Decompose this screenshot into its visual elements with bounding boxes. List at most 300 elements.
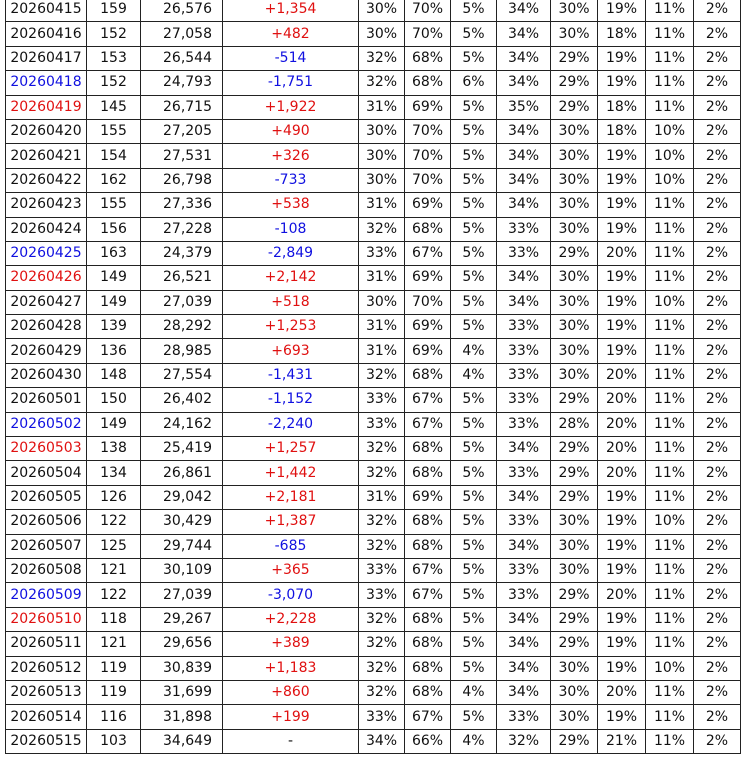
total-cell: 28,292: [141, 315, 223, 339]
count-cell: 149: [87, 412, 141, 436]
pct-cell-2: 70%: [405, 119, 451, 143]
pct-cell-1: 31%: [359, 339, 405, 363]
table-row: [6, 632, 741, 656]
pct-cell-3: 5%: [451, 144, 497, 168]
date-cell: 20260505: [6, 485, 87, 509]
pct-cell-2: 68%: [405, 363, 451, 387]
total-cell: 27,039: [141, 583, 223, 607]
pct-cell-1: 32%: [359, 632, 405, 656]
pct-cell-5: 29%: [551, 583, 598, 607]
total-cell: 27,039: [141, 290, 223, 314]
table-row: [6, 705, 741, 729]
table-row: [6, 241, 741, 265]
count-cell: 162: [87, 168, 141, 192]
table-row: [6, 119, 741, 143]
pct-cell-5: 29%: [551, 71, 598, 95]
pct-cell-8: 2%: [694, 144, 741, 168]
pct-cell-4: 33%: [497, 217, 551, 241]
pct-cell-7: 10%: [646, 510, 694, 534]
pct-cell-1: 33%: [359, 241, 405, 265]
pct-cell-2: 67%: [405, 241, 451, 265]
table-row: [6, 95, 741, 119]
table-row: [6, 46, 741, 70]
pct-cell-2: 69%: [405, 485, 451, 509]
pct-cell-7: 11%: [646, 729, 694, 753]
pct-cell-3: 5%: [451, 388, 497, 412]
pct-cell-2: 70%: [405, 168, 451, 192]
pct-cell-4: 34%: [497, 290, 551, 314]
pct-cell-4: 34%: [497, 144, 551, 168]
pct-cell-8: 2%: [694, 485, 741, 509]
pct-cell-4: 34%: [497, 632, 551, 656]
pct-cell-7: 11%: [646, 339, 694, 363]
pct-cell-2: 67%: [405, 583, 451, 607]
count-cell: 122: [87, 510, 141, 534]
pct-cell-4: 33%: [497, 461, 551, 485]
total-cell: 27,058: [141, 22, 223, 46]
count-cell: 103: [87, 729, 141, 753]
pct-cell-4: 32%: [497, 729, 551, 753]
pct-cell-3: 5%: [451, 46, 497, 70]
date-cell: 20260507: [6, 534, 87, 558]
total-cell: 27,554: [141, 363, 223, 387]
pct-cell-1: 32%: [359, 680, 405, 704]
pct-cell-7: 11%: [646, 388, 694, 412]
pct-cell-4: 33%: [497, 705, 551, 729]
table-row: [6, 71, 741, 95]
pct-cell-8: 2%: [694, 168, 741, 192]
date-cell: 20260421: [6, 144, 87, 168]
table-row: [6, 485, 741, 509]
pct-cell-4: 34%: [497, 46, 551, 70]
pct-cell-4: 33%: [497, 241, 551, 265]
count-cell: 136: [87, 339, 141, 363]
table-row: [6, 0, 741, 22]
date-cell: 20260416: [6, 22, 87, 46]
count-cell: 154: [87, 144, 141, 168]
pct-cell-2: 69%: [405, 266, 451, 290]
total-cell: 24,379: [141, 241, 223, 265]
pct-cell-6: 19%: [598, 607, 646, 631]
pct-cell-8: 2%: [694, 632, 741, 656]
pct-cell-2: 67%: [405, 558, 451, 582]
pct-cell-2: 68%: [405, 461, 451, 485]
table-row: [6, 144, 741, 168]
change-cell: -1,751: [223, 71, 359, 95]
date-cell: 20260514: [6, 705, 87, 729]
table-row: [6, 412, 741, 436]
pct-cell-5: 30%: [551, 193, 598, 217]
pct-cell-5: 30%: [551, 0, 598, 22]
pct-cell-6: 19%: [598, 339, 646, 363]
total-cell: 24,793: [141, 71, 223, 95]
total-cell: 31,898: [141, 705, 223, 729]
date-cell: 20260419: [6, 95, 87, 119]
count-cell: 150: [87, 388, 141, 412]
pct-cell-3: 5%: [451, 193, 497, 217]
total-cell: 34,649: [141, 729, 223, 753]
date-cell: 20260502: [6, 412, 87, 436]
pct-cell-4: 34%: [497, 680, 551, 704]
count-cell: 125: [87, 534, 141, 558]
table-row: [6, 266, 741, 290]
change-cell: +1,922: [223, 95, 359, 119]
pct-cell-3: 6%: [451, 71, 497, 95]
pct-cell-6: 19%: [598, 656, 646, 680]
pct-cell-3: 5%: [451, 705, 497, 729]
pct-cell-3: 5%: [451, 656, 497, 680]
pct-cell-7: 11%: [646, 461, 694, 485]
pct-cell-3: 4%: [451, 729, 497, 753]
pct-cell-4: 34%: [497, 119, 551, 143]
change-cell: -: [223, 729, 359, 753]
pct-cell-8: 2%: [694, 339, 741, 363]
count-cell: 156: [87, 217, 141, 241]
total-cell: 29,744: [141, 534, 223, 558]
count-cell: 134: [87, 461, 141, 485]
pct-cell-8: 2%: [694, 119, 741, 143]
pct-cell-6: 20%: [598, 461, 646, 485]
total-cell: 26,521: [141, 266, 223, 290]
pct-cell-1: 30%: [359, 119, 405, 143]
pct-cell-2: 68%: [405, 607, 451, 631]
pct-cell-5: 30%: [551, 119, 598, 143]
table-row: [6, 315, 741, 339]
table-row: [6, 656, 741, 680]
pct-cell-7: 11%: [646, 0, 694, 22]
count-cell: 148: [87, 363, 141, 387]
pct-cell-3: 5%: [451, 217, 497, 241]
change-cell: +2,228: [223, 607, 359, 631]
date-cell: 20260418: [6, 71, 87, 95]
date-cell: 20260513: [6, 680, 87, 704]
pct-cell-1: 31%: [359, 266, 405, 290]
count-cell: 163: [87, 241, 141, 265]
pct-cell-2: 69%: [405, 95, 451, 119]
pct-cell-2: 68%: [405, 534, 451, 558]
pct-cell-4: 33%: [497, 558, 551, 582]
table-row: [6, 388, 741, 412]
pct-cell-8: 2%: [694, 412, 741, 436]
pct-cell-4: 33%: [497, 510, 551, 534]
change-cell: +1,257: [223, 437, 359, 461]
pct-cell-8: 2%: [694, 363, 741, 387]
pct-cell-8: 2%: [694, 193, 741, 217]
pct-cell-5: 30%: [551, 168, 598, 192]
pct-cell-6: 19%: [598, 510, 646, 534]
date-cell: 20260424: [6, 217, 87, 241]
pct-cell-8: 2%: [694, 0, 741, 22]
pct-cell-3: 5%: [451, 241, 497, 265]
pct-cell-5: 30%: [551, 680, 598, 704]
change-cell: +2,142: [223, 266, 359, 290]
pct-cell-1: 31%: [359, 95, 405, 119]
pct-cell-8: 2%: [694, 583, 741, 607]
total-cell: 26,544: [141, 46, 223, 70]
change-cell: -1,152: [223, 388, 359, 412]
pct-cell-4: 34%: [497, 437, 551, 461]
pct-cell-2: 68%: [405, 71, 451, 95]
change-cell: +490: [223, 119, 359, 143]
pct-cell-3: 5%: [451, 534, 497, 558]
change-cell: +365: [223, 558, 359, 582]
pct-cell-3: 5%: [451, 315, 497, 339]
date-cell: 20260509: [6, 583, 87, 607]
pct-cell-7: 11%: [646, 607, 694, 631]
pct-cell-8: 2%: [694, 729, 741, 753]
pct-cell-5: 30%: [551, 315, 598, 339]
pct-cell-7: 10%: [646, 290, 694, 314]
count-cell: 119: [87, 680, 141, 704]
pct-cell-7: 11%: [646, 363, 694, 387]
pct-cell-1: 32%: [359, 656, 405, 680]
pct-cell-4: 33%: [497, 363, 551, 387]
pct-cell-5: 29%: [551, 607, 598, 631]
pct-cell-1: 30%: [359, 22, 405, 46]
change-cell: +199: [223, 705, 359, 729]
table-row: [6, 363, 741, 387]
date-cell: 20260512: [6, 656, 87, 680]
pct-cell-7: 11%: [646, 632, 694, 656]
change-cell: +860: [223, 680, 359, 704]
pct-cell-7: 11%: [646, 241, 694, 265]
pct-cell-6: 19%: [598, 144, 646, 168]
pct-cell-6: 21%: [598, 729, 646, 753]
pct-cell-3: 5%: [451, 168, 497, 192]
pct-cell-2: 68%: [405, 437, 451, 461]
pct-cell-1: 31%: [359, 485, 405, 509]
pct-cell-7: 11%: [646, 705, 694, 729]
date-cell: 20260422: [6, 168, 87, 192]
pct-cell-3: 4%: [451, 363, 497, 387]
pct-cell-1: 34%: [359, 729, 405, 753]
pct-cell-3: 5%: [451, 412, 497, 436]
pct-cell-6: 19%: [598, 0, 646, 22]
pct-cell-5: 30%: [551, 705, 598, 729]
pct-cell-8: 2%: [694, 656, 741, 680]
count-cell: 119: [87, 656, 141, 680]
date-cell: 20260510: [6, 607, 87, 631]
pct-cell-3: 5%: [451, 290, 497, 314]
total-cell: 30,109: [141, 558, 223, 582]
pct-cell-4: 33%: [497, 315, 551, 339]
pct-cell-3: 5%: [451, 510, 497, 534]
count-cell: 145: [87, 95, 141, 119]
date-cell: 20260503: [6, 437, 87, 461]
change-cell: +1,183: [223, 656, 359, 680]
pct-cell-7: 11%: [646, 437, 694, 461]
pct-cell-2: 67%: [405, 388, 451, 412]
pct-cell-5: 30%: [551, 363, 598, 387]
pct-cell-2: 67%: [405, 412, 451, 436]
pct-cell-3: 5%: [451, 583, 497, 607]
change-cell: -685: [223, 534, 359, 558]
date-cell: 20260415: [6, 0, 87, 22]
change-cell: +1,387: [223, 510, 359, 534]
pct-cell-1: 33%: [359, 583, 405, 607]
pct-cell-1: 33%: [359, 388, 405, 412]
date-cell: 20260515: [6, 729, 87, 753]
pct-cell-8: 2%: [694, 388, 741, 412]
date-cell: 20260504: [6, 461, 87, 485]
pct-cell-1: 32%: [359, 217, 405, 241]
pct-cell-6: 20%: [598, 437, 646, 461]
pct-cell-6: 19%: [598, 315, 646, 339]
pct-cell-3: 5%: [451, 558, 497, 582]
count-cell: 116: [87, 705, 141, 729]
count-cell: 121: [87, 558, 141, 582]
pct-cell-6: 19%: [598, 266, 646, 290]
pct-cell-5: 29%: [551, 485, 598, 509]
pct-cell-8: 2%: [694, 46, 741, 70]
pct-cell-2: 68%: [405, 680, 451, 704]
table-row: [6, 217, 741, 241]
count-cell: 149: [87, 266, 141, 290]
pct-cell-7: 11%: [646, 315, 694, 339]
change-cell: -3,070: [223, 583, 359, 607]
table-row: [6, 437, 741, 461]
pct-cell-8: 2%: [694, 461, 741, 485]
pct-cell-5: 29%: [551, 437, 598, 461]
pct-cell-4: 34%: [497, 193, 551, 217]
pct-cell-6: 19%: [598, 217, 646, 241]
count-cell: 152: [87, 22, 141, 46]
pct-cell-6: 19%: [598, 193, 646, 217]
pct-cell-7: 11%: [646, 412, 694, 436]
pct-cell-8: 2%: [694, 217, 741, 241]
total-cell: 27,531: [141, 144, 223, 168]
change-cell: +1,442: [223, 461, 359, 485]
pct-cell-7: 11%: [646, 193, 694, 217]
pct-cell-8: 2%: [694, 607, 741, 631]
total-cell: 26,576: [141, 0, 223, 22]
count-cell: 159: [87, 0, 141, 22]
total-cell: 24,162: [141, 412, 223, 436]
total-cell: 29,656: [141, 632, 223, 656]
pct-cell-3: 5%: [451, 119, 497, 143]
pct-cell-4: 33%: [497, 339, 551, 363]
change-cell: +538: [223, 193, 359, 217]
pct-cell-2: 69%: [405, 315, 451, 339]
total-cell: 30,429: [141, 510, 223, 534]
pct-cell-8: 2%: [694, 315, 741, 339]
pct-cell-8: 2%: [694, 510, 741, 534]
pct-cell-4: 33%: [497, 388, 551, 412]
pct-cell-5: 28%: [551, 412, 598, 436]
pct-cell-5: 29%: [551, 46, 598, 70]
pct-cell-7: 10%: [646, 119, 694, 143]
pct-cell-5: 30%: [551, 534, 598, 558]
table-row: [6, 193, 741, 217]
date-cell: 20260511: [6, 632, 87, 656]
date-cell: 20260423: [6, 193, 87, 217]
pct-cell-6: 19%: [598, 46, 646, 70]
pct-cell-6: 19%: [598, 485, 646, 509]
total-cell: 27,228: [141, 217, 223, 241]
count-cell: 153: [87, 46, 141, 70]
pct-cell-5: 29%: [551, 95, 598, 119]
table-row: [6, 534, 741, 558]
pct-cell-1: 33%: [359, 558, 405, 582]
date-cell: 20260430: [6, 363, 87, 387]
count-cell: 139: [87, 315, 141, 339]
pct-cell-8: 2%: [694, 558, 741, 582]
pct-cell-2: 67%: [405, 705, 451, 729]
table-row: [6, 680, 741, 704]
pct-cell-1: 33%: [359, 705, 405, 729]
date-cell: 20260426: [6, 266, 87, 290]
pct-cell-2: 66%: [405, 729, 451, 753]
pct-cell-5: 30%: [551, 656, 598, 680]
count-cell: 121: [87, 632, 141, 656]
pct-cell-6: 19%: [598, 558, 646, 582]
pct-cell-1: 31%: [359, 193, 405, 217]
change-cell: -1,431: [223, 363, 359, 387]
pct-cell-5: 30%: [551, 510, 598, 534]
pct-cell-4: 34%: [497, 168, 551, 192]
pct-cell-6: 20%: [598, 363, 646, 387]
change-cell: +2,181: [223, 485, 359, 509]
pct-cell-3: 5%: [451, 437, 497, 461]
pct-cell-7: 11%: [646, 71, 694, 95]
change-cell: +693: [223, 339, 359, 363]
pct-cell-7: 10%: [646, 168, 694, 192]
change-cell: -514: [223, 46, 359, 70]
pct-cell-1: 32%: [359, 607, 405, 631]
pct-cell-6: 18%: [598, 119, 646, 143]
pct-cell-7: 11%: [646, 680, 694, 704]
pct-cell-1: 30%: [359, 290, 405, 314]
change-cell: +482: [223, 22, 359, 46]
change-cell: +389: [223, 632, 359, 656]
change-cell: +1,354: [223, 0, 359, 22]
total-cell: 31,699: [141, 680, 223, 704]
pct-cell-8: 2%: [694, 22, 741, 46]
pct-cell-2: 68%: [405, 510, 451, 534]
total-cell: 26,861: [141, 461, 223, 485]
change-cell: -2,240: [223, 412, 359, 436]
date-cell: 20260420: [6, 119, 87, 143]
pct-cell-3: 5%: [451, 632, 497, 656]
pct-cell-2: 68%: [405, 656, 451, 680]
count-cell: 152: [87, 71, 141, 95]
count-cell: 149: [87, 290, 141, 314]
table-row: [6, 607, 741, 631]
pct-cell-6: 20%: [598, 583, 646, 607]
pct-cell-4: 34%: [497, 656, 551, 680]
pct-cell-7: 11%: [646, 558, 694, 582]
pct-cell-6: 19%: [598, 632, 646, 656]
pct-cell-3: 5%: [451, 0, 497, 22]
pct-cell-6: 18%: [598, 95, 646, 119]
pct-cell-8: 2%: [694, 95, 741, 119]
pct-cell-3: 5%: [451, 461, 497, 485]
count-cell: 138: [87, 437, 141, 461]
pct-cell-6: 19%: [598, 705, 646, 729]
pct-cell-6: 20%: [598, 680, 646, 704]
pct-cell-2: 70%: [405, 290, 451, 314]
pct-cell-4: 34%: [497, 534, 551, 558]
pct-cell-4: 34%: [497, 485, 551, 509]
total-cell: 26,715: [141, 95, 223, 119]
pct-cell-7: 11%: [646, 46, 694, 70]
pct-cell-4: 34%: [497, 607, 551, 631]
pct-cell-1: 32%: [359, 46, 405, 70]
pct-cell-7: 10%: [646, 144, 694, 168]
pct-cell-5: 30%: [551, 22, 598, 46]
count-cell: 155: [87, 193, 141, 217]
data-table: [5, 0, 741, 754]
